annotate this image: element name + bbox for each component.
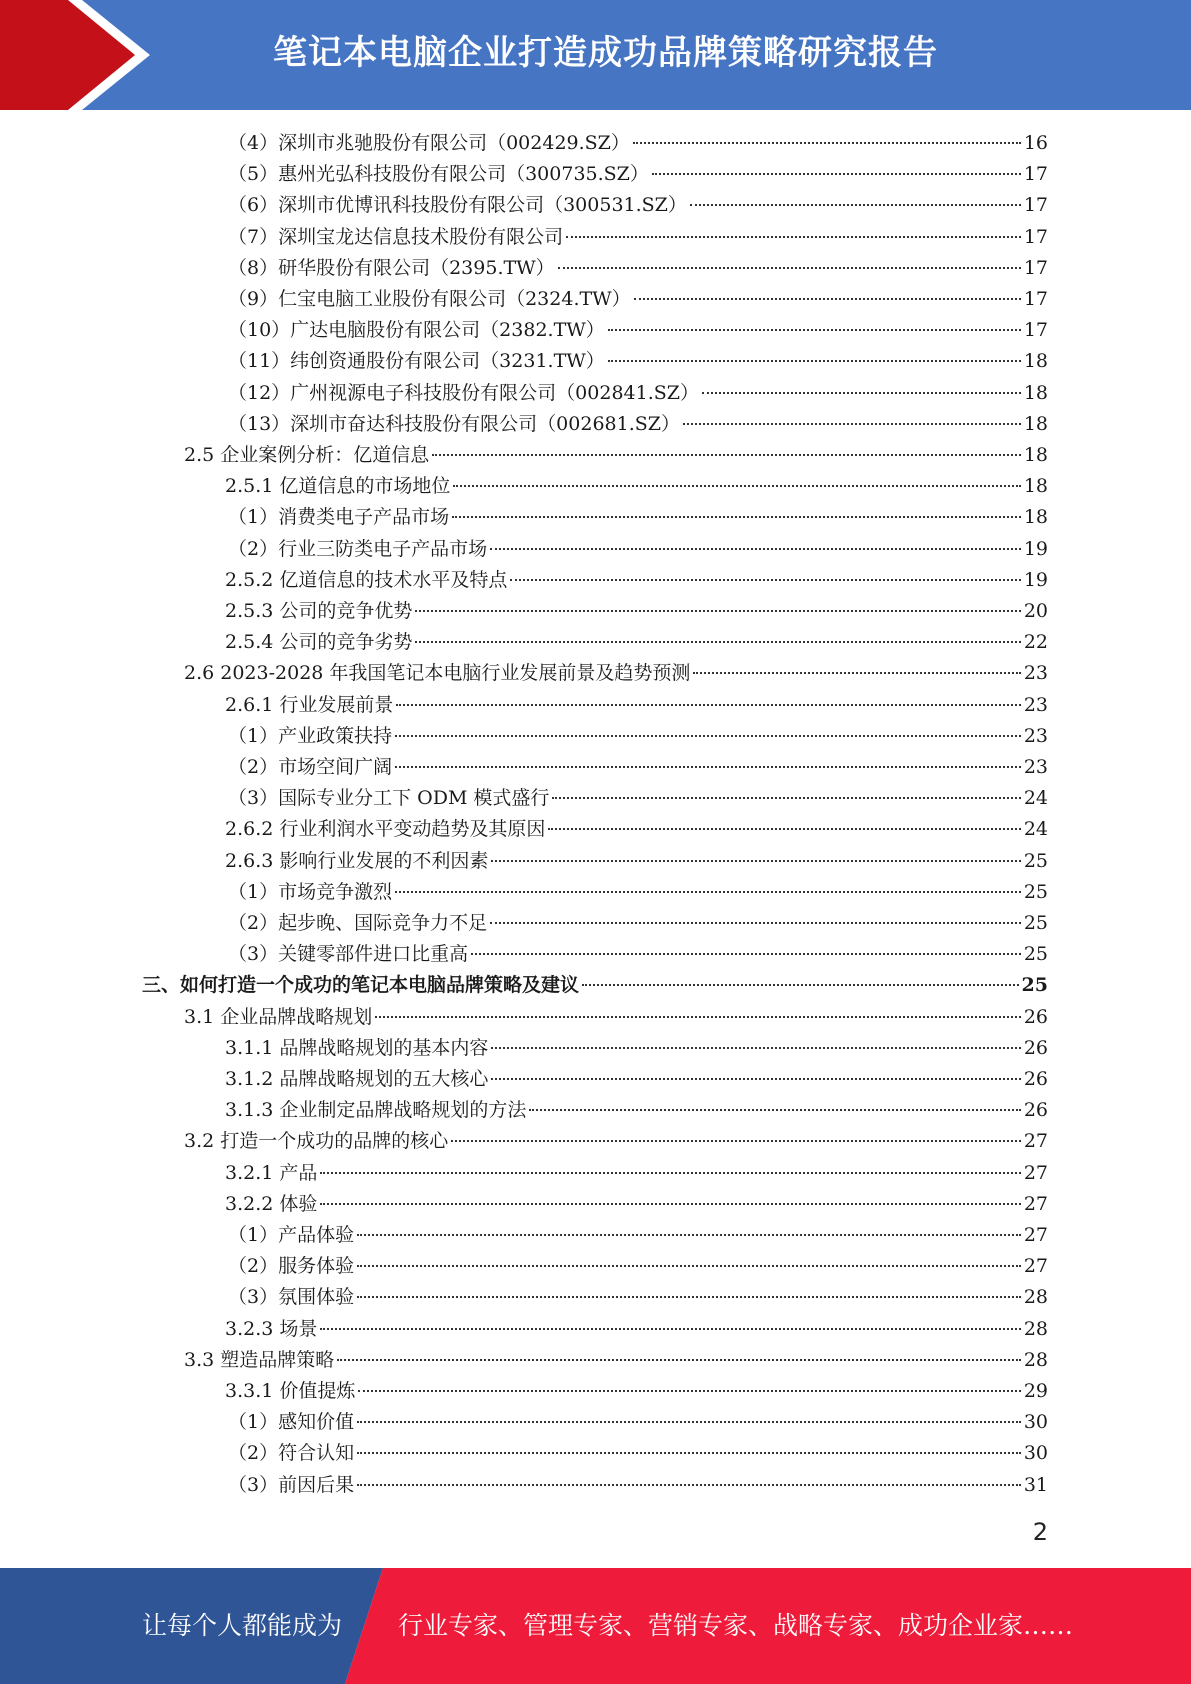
toc-entry[interactable] xyxy=(228,1220,1048,1251)
toc-entry[interactable] xyxy=(228,1470,1048,1501)
toc-entry-label: （2）符合认知 xyxy=(228,1442,355,1465)
toc-entry-label: 2.5.3 公司的竞争优势 xyxy=(225,600,413,622)
toc-entry-label: （4）深圳市兆驰股份有限公司（002429.SZ） xyxy=(228,132,630,154)
toc-dot-leader xyxy=(357,1296,1021,1298)
toc-entry-page: 26 xyxy=(1023,1068,1048,1090)
toc-entry[interactable] xyxy=(228,346,1048,377)
toc-dot-leader xyxy=(320,1328,1020,1330)
toc-dot-leader xyxy=(357,1484,1021,1486)
toc-entry-label: （10）广达电脑股份有限公司（2382.TW） xyxy=(228,319,605,342)
toc-entry[interactable] xyxy=(225,690,1048,721)
toc-entry-page: 27 xyxy=(1023,1192,1048,1215)
toc-dot-leader xyxy=(566,236,1021,238)
toc-entry-page: 25 xyxy=(1023,849,1048,872)
toc-entry-label: 2.5.2 亿道信息的技术水平及特点 xyxy=(225,568,508,591)
toc-entry-label: 2.5.4 公司的竞争劣势 xyxy=(225,631,413,654)
toc-entry-label: （8）研华股份有限公司（2395.TW） xyxy=(228,256,555,279)
toc-dot-leader xyxy=(608,329,1021,331)
toc-entry-label: 2.6 2023-2028 年我国笔记本电脑行业发展前景及趋势预测 xyxy=(184,662,691,685)
toc-entry-label: （2）服务体验 xyxy=(228,1255,355,1278)
toc-entry-page: 18 xyxy=(1023,506,1048,529)
toc-entry-label: （2）市场空间广阔 xyxy=(228,756,393,778)
toc-entry[interactable] xyxy=(228,908,1048,939)
toc-entry[interactable] xyxy=(228,190,1048,221)
toc-entry-label: 2.5.1 亿道信息的市场地位 xyxy=(225,475,451,498)
toc-entry-label: 3.2 打造一个成功的品牌的核心 xyxy=(184,1130,449,1153)
toc-entry-page: 26 xyxy=(1023,1099,1048,1122)
toc-entry-label: （3）关键零部件进口比重高 xyxy=(228,943,469,966)
toc-entry[interactable] xyxy=(228,315,1048,346)
toc-dot-leader xyxy=(471,953,1021,955)
toc-dot-leader xyxy=(375,1016,1021,1018)
toc-entry-label: 3.2.2 体验 xyxy=(225,1192,318,1215)
toc-entry-label: （6）深圳市优博讯科技股份有限公司（300531.SZ） xyxy=(228,194,687,217)
toc-entry[interactable] xyxy=(225,1314,1048,1345)
toc-entry-label: （5）惠州光弘科技股份有限公司（300735.SZ） xyxy=(228,163,649,186)
toc-entry-page: 27 xyxy=(1023,1161,1048,1184)
toc-entry-label: （9）仁宝电脑工业股份有限公司（2324.TW） xyxy=(228,288,631,310)
toc-entry-page: 23 xyxy=(1023,724,1048,747)
toc-entry[interactable] xyxy=(225,596,1048,627)
toc-entry-page: 27 xyxy=(1023,1224,1048,1246)
toc-dot-leader xyxy=(608,360,1021,362)
toc-entry[interactable] xyxy=(142,970,1048,1001)
toc-entry[interactable] xyxy=(228,253,1048,284)
toc-entry-page: 18 xyxy=(1023,381,1048,404)
toc-entry-label: 3.2.3 场景 xyxy=(225,1317,318,1340)
toc-entry-page: 28 xyxy=(1023,1286,1048,1309)
toc-entry[interactable] xyxy=(228,128,1048,159)
toc-entry-label: （3）国际专业分工下 ODM 模式盛行 xyxy=(228,787,550,810)
toc-dot-leader xyxy=(415,641,1020,643)
toc-dot-leader xyxy=(490,922,1021,924)
toc-dot-leader xyxy=(451,1140,1021,1142)
page-header xyxy=(0,0,1191,110)
toc-entry-page: 24 xyxy=(1023,818,1048,841)
toc-dot-leader xyxy=(529,1109,1020,1111)
toc-entry[interactable] xyxy=(225,1064,1048,1095)
toc-dot-leader xyxy=(415,610,1020,612)
toc-entry-label: 3.1 企业品牌战略规划 xyxy=(184,1005,373,1028)
toc-entry-page: 29 xyxy=(1023,1380,1048,1402)
toc-entry-page: 17 xyxy=(1023,163,1048,186)
toc-entry-label: 2.6.3 影响行业发展的不利因素 xyxy=(225,849,489,872)
toc-entry-label: 2.6.2 行业利润水平变动趋势及其原因 xyxy=(225,818,546,841)
toc-dot-leader xyxy=(395,735,1021,737)
toc-dot-leader xyxy=(634,298,1021,300)
toc-entry-page: 26 xyxy=(1023,1005,1048,1028)
toc-entry-page: 17 xyxy=(1023,225,1048,248)
toc-dot-leader xyxy=(491,860,1020,862)
toc-entry-page: 23 xyxy=(1023,662,1048,685)
toc-entry-page: 17 xyxy=(1023,288,1048,310)
page-number: 2 xyxy=(1032,1518,1048,1546)
toc-entry-page: 22 xyxy=(1023,631,1048,654)
toc-dot-leader xyxy=(652,173,1021,175)
toc-entry[interactable] xyxy=(225,471,1048,502)
toc-entry[interactable] xyxy=(228,284,1048,315)
toc-entry-page: 17 xyxy=(1023,319,1048,342)
report-title: 笔记本电脑企业打造成功品牌策略研究报告 xyxy=(273,33,938,73)
toc-dot-leader xyxy=(552,797,1020,799)
toc-entry-page: 30 xyxy=(1023,1442,1048,1465)
toc-entry-page: 24 xyxy=(1023,787,1048,810)
toc-entry[interactable] xyxy=(228,534,1048,565)
toc-dot-leader xyxy=(357,1421,1021,1423)
toc-dot-leader xyxy=(357,1234,1021,1236)
toc-entry-label: （1）产品体验 xyxy=(228,1224,355,1246)
toc-dot-leader xyxy=(320,1203,1020,1205)
toc-entry[interactable] xyxy=(184,1345,1048,1376)
toc-entry[interactable] xyxy=(225,565,1048,596)
toc-entry-page: 25 xyxy=(1023,880,1048,903)
toc-entry[interactable] xyxy=(228,939,1048,970)
toc-entry-label: 3.3.1 价值提炼 xyxy=(225,1380,356,1402)
toc-dot-leader xyxy=(690,204,1021,206)
toc-dot-leader xyxy=(683,423,1021,425)
toc-entry[interactable] xyxy=(228,721,1048,752)
toc-entry-label: 2.5 企业案例分析：亿道信息 xyxy=(184,444,430,466)
toc-dot-leader xyxy=(452,516,1021,518)
toc-dot-leader xyxy=(558,267,1021,269)
toc-entry-page: 18 xyxy=(1023,475,1048,498)
toc-entry-page: 18 xyxy=(1023,412,1048,435)
toc-entry[interactable] xyxy=(225,1189,1048,1220)
toc-dot-leader xyxy=(490,548,1021,550)
toc-dot-leader xyxy=(395,766,1021,768)
toc-entry-page: 27 xyxy=(1023,1255,1048,1278)
toc-entry-page: 25 xyxy=(1023,912,1048,934)
toc-entry-page: 30 xyxy=(1023,1411,1048,1434)
toc-entry-page: 28 xyxy=(1023,1348,1048,1371)
toc-entry-label: 3.3 塑造品牌策略 xyxy=(184,1348,335,1371)
footer-slogan-right: 行业专家、管理专家、营销专家、战略专家、成功企业家…… xyxy=(398,1611,1074,1640)
toc-entry-page: 23 xyxy=(1023,693,1048,716)
toc-entry[interactable] xyxy=(225,1158,1048,1189)
toc-entry-label: 3.1.3 企业制定品牌战略规划的方法 xyxy=(225,1099,527,1122)
toc-dot-leader xyxy=(337,1359,1021,1361)
toc-dot-leader xyxy=(633,142,1021,144)
footer-slogan-left: 让每个人都能成为 xyxy=(142,1611,343,1640)
toc-dot-leader xyxy=(432,454,1021,456)
toc-entry-page: 31 xyxy=(1023,1473,1048,1496)
toc-dot-leader xyxy=(510,579,1020,581)
toc-entry-page: 27 xyxy=(1023,1130,1048,1153)
toc-entry[interactable] xyxy=(228,877,1048,908)
toc-dot-leader xyxy=(491,1078,1020,1080)
toc-dot-leader xyxy=(357,1265,1021,1267)
toc-entry-label: （7）深圳宝龙达信息技术股份有限公司 xyxy=(228,225,564,248)
toc-entry-label: 3.1.2 品牌战略规划的五大核心 xyxy=(225,1068,489,1090)
toc-entry[interactable] xyxy=(228,222,1048,253)
toc-entry-page: 18 xyxy=(1023,444,1048,466)
toc-entry-page: 20 xyxy=(1023,600,1048,622)
toc-dot-leader xyxy=(491,1047,1020,1049)
toc-entry-page: 25 xyxy=(1021,974,1048,997)
toc-entry[interactable] xyxy=(184,1002,1048,1033)
toc-entry-label: （1）消费类电子产品市场 xyxy=(228,506,450,529)
toc-entry[interactable] xyxy=(228,1407,1048,1438)
toc-entry-page: 17 xyxy=(1023,194,1048,217)
toc-entry-label: （11）纬创资通股份有限公司（3231.TW） xyxy=(228,350,605,373)
toc-dot-leader xyxy=(693,672,1020,674)
toc-entry[interactable] xyxy=(228,409,1048,440)
toc-entry-label: （3）前因后果 xyxy=(228,1473,355,1496)
toc-entry-page: 19 xyxy=(1023,568,1048,591)
page-footer xyxy=(0,1568,1191,1684)
toc-entry-page: 23 xyxy=(1023,756,1048,778)
toc-entry-label: 3.1.1 品牌战略规划的基本内容 xyxy=(225,1036,489,1059)
toc-dot-leader xyxy=(320,1172,1020,1174)
toc-entry[interactable] xyxy=(228,1438,1048,1469)
toc-entry-label: 2.6.1 行业发展前景 xyxy=(225,693,394,716)
toc-entry[interactable] xyxy=(225,1033,1048,1064)
toc-dot-leader xyxy=(453,485,1020,487)
toc-entry-page: 18 xyxy=(1023,350,1048,373)
toc-entry[interactable] xyxy=(225,846,1048,877)
toc-entry[interactable] xyxy=(184,1126,1048,1157)
toc-entry-label: （12）广州视源电子科技股份有限公司（002841.SZ） xyxy=(228,381,699,404)
toc-entry-page: 17 xyxy=(1023,256,1048,279)
toc-entry[interactable] xyxy=(184,440,1048,471)
toc-dot-leader xyxy=(396,704,1020,706)
toc-entry[interactable] xyxy=(225,1376,1048,1407)
toc-entry-label: （2）起步晚、国际竞争力不足 xyxy=(228,912,488,934)
toc-entry-page: 28 xyxy=(1023,1317,1048,1340)
toc-entry[interactable] xyxy=(225,1095,1048,1126)
toc-entry[interactable] xyxy=(228,502,1048,533)
toc-entry-page: 26 xyxy=(1023,1036,1048,1059)
toc-entry-label: （1）感知价值 xyxy=(228,1411,355,1434)
toc-dot-leader xyxy=(702,392,1021,394)
toc-dot-leader xyxy=(395,891,1021,893)
toc-entry[interactable] xyxy=(228,378,1048,409)
toc-entry-page: 25 xyxy=(1023,943,1048,966)
toc-entry[interactable] xyxy=(184,658,1048,689)
toc-dot-leader xyxy=(358,1390,1020,1392)
toc-entry-label: （13）深圳市奋达科技股份有限公司（002681.SZ） xyxy=(228,412,680,435)
toc-entry[interactable] xyxy=(228,1251,1048,1282)
toc-entry-label: 三、如何打造一个成功的笔记本电脑品牌策略及建议 xyxy=(142,974,580,997)
toc-dot-leader xyxy=(357,1452,1021,1454)
toc-entry[interactable] xyxy=(228,752,1048,783)
toc-dot-leader xyxy=(582,984,1019,986)
toc-dot-leader xyxy=(548,828,1020,830)
toc-entry-label: （3）氛围体验 xyxy=(228,1286,355,1309)
toc-entry[interactable] xyxy=(225,627,1048,658)
toc-entry-page: 16 xyxy=(1023,132,1048,154)
toc-entry-label: （1）市场竞争激烈 xyxy=(228,880,393,903)
toc-entry-label: （2）行业三防类电子产品市场 xyxy=(228,537,488,560)
toc-entry[interactable] xyxy=(228,783,1048,814)
toc-entry[interactable] xyxy=(228,159,1048,190)
toc-entry-page: 19 xyxy=(1023,537,1048,560)
toc-entry-label: 3.2.1 产品 xyxy=(225,1161,318,1184)
toc-entry[interactable] xyxy=(228,1282,1048,1313)
toc-entry[interactable] xyxy=(225,814,1048,845)
toc-entry-label: （1）产业政策扶持 xyxy=(228,724,393,747)
